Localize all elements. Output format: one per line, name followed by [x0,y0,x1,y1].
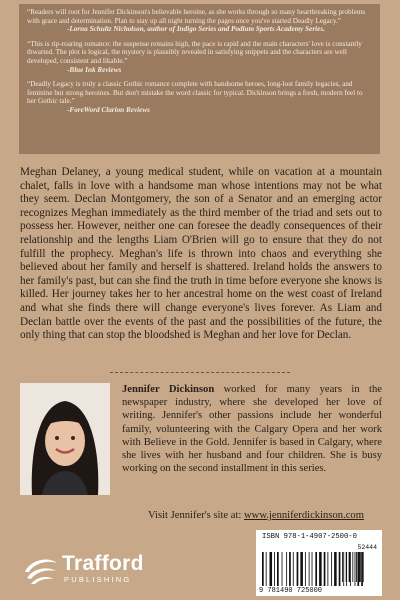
author-site-link[interactable]: www.jenniferdickinson.com [244,510,364,521]
review-quote [27,40,372,74]
trafford-swirl-icon [22,554,60,586]
section-divider [110,372,290,373]
isbn-number: ISBN 978-1-4907-2500-0 [262,533,357,541]
site-prefix: Visit Jennifer's site at: [148,510,245,521]
review-quote [27,80,372,114]
isbn-barcode [256,530,382,596]
review-text: “Readers will root for Jennifer Dickinson's believable heroine, as she works through so many heartbreaking problems with grace and determination. Plan to stay up all night turning the pages once you've started Deadly Legacy.” [27,8,366,25]
book-synopsis: Meghan Delaney, a young medical student, while on vacation at a mountain chalet, falls in love with a handsome man whose intentions may not be what they seem. Declan Montgomery, the son of a Senator and an emerging actor recognizes Meghan immediately as the third member of the triad and sets out to possess her. However, neither one can foresee the deadly consequences of their relationship and the lengths Liam O'Brien will go to ensure that they do not fulfill the prophecy. Meghan's life is thrown into chaos and everything she believed about her family and herself is shattered. Ireland holds the answers to her family's past, but can she find the truth in time before everyone she knows is killed. Her journey takes her to her ancestral home on the west coast of Ireland and what she finds there will change everyone's lives forever. As Liam and Declan battle over the events of the past and the possibilities of the future, the only thing that can stop the bloodshed is Meghan and her love for Declan. [20,166,382,342]
publisher-subtitle: PUBLISHING [64,575,132,584]
review-attribution: -Blue Ink Reviews [67,65,122,74]
author-portrait-icon [20,383,110,495]
reviews-panel [19,4,380,154]
review-text: “This is rip-roaring romance: the suspense remains high, the pace is rapid and the main characters' love is constantly thwarted. The plot is logical, the mystery is plausibly revealed in satisfying snippets and the characters are well developed, consistent and likable.” [27,39,362,65]
author-bio [122,383,382,475]
author-name: Jennifer Dickinson [122,384,215,395]
author-bio-text: worked for many years in the newspaper industry, where she developed her love of writing. Jennifer's other passions include her wonderful family, volunteering with the Calgary Opera and her work with Believe in the Gold. Jennifer is based in Calgary, where she lives with her husband and four children. She is busy working on the second installment in this series. [122,384,382,475]
author-site-line [148,510,364,521]
price-code: 52444 [357,544,377,551]
publisher-name: Trafford [62,552,144,575]
review-attribution: -ForeWord Clarion Reviews [67,105,150,114]
review-quote [27,8,372,34]
publisher-logo [22,552,182,588]
barcode-digits: 9 781490 725000 [259,587,323,595]
review-attribution: -Lorna Schultz Nicholson, author of Indigo Series and Podium Sports Academy Series. [67,25,325,34]
review-text: “Deadly Legacy is truly a classic Gothic romance complete with handsome heroes, long-lost family legacies, and feminine but strong heroines. But don't mistake the word classic for typical. Dickinson brings a fresh, modern feel to her Gothic tale.” [27,80,363,106]
